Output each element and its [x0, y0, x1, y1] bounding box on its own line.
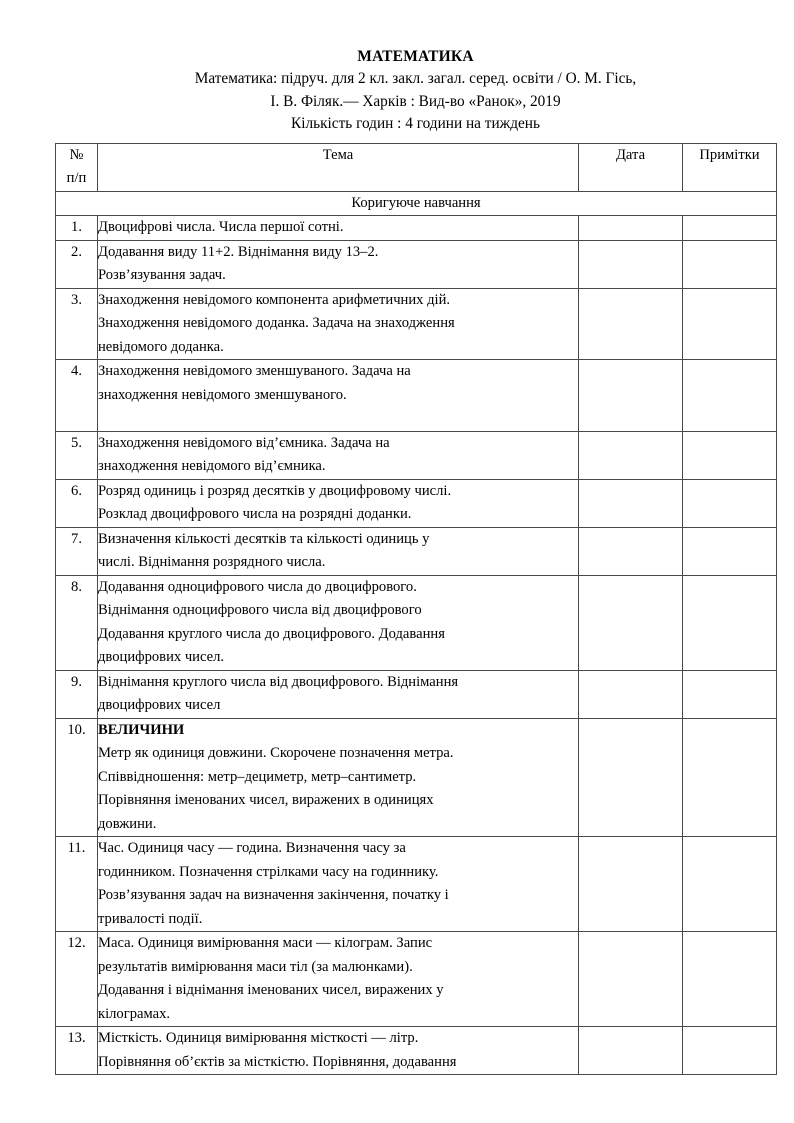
theme-text-line: Час. Одиниця часу — година. Визначення часу за [98, 840, 406, 856]
subtitle-line-2: І. В. Філяк.— Харків : Вид-во «Ранок», 2019 [270, 92, 561, 110]
column-header-date: Дата [579, 143, 683, 191]
theme-text-line: Знаходження невідомого компонента арифметичних дій. [98, 291, 451, 308]
row-number-cell: 3. [56, 288, 98, 360]
row-date-cell[interactable] [579, 932, 683, 1027]
theme-text-line: двоцифрових чисел. [98, 649, 225, 665]
row-number-cell: 2. [56, 240, 98, 288]
table-row [56, 837, 777, 932]
table-row [56, 288, 777, 360]
row-theme-cell [98, 431, 579, 479]
table-row [56, 431, 777, 479]
row-number-cell: 12. [56, 932, 98, 1027]
row-number-cell: 11. [56, 837, 98, 932]
row-date-cell[interactable] [579, 240, 683, 288]
row-theme-cell [98, 216, 579, 241]
theme-text-line: Порівняння об’єктів за місткістю. Порівняння, додавання [98, 1053, 457, 1070]
section-title: Коригуюче навчання [56, 191, 777, 216]
table-row [56, 360, 777, 432]
theme-text-line: Співвідношення: метр–дециметр, метр–сантиметр. [98, 768, 417, 785]
section-header-row [56, 191, 777, 216]
theme-text-line: Визначення кількості десятків та кількості одиниць у [98, 530, 430, 547]
theme-text-line: довжини. [98, 815, 157, 832]
row-number-cell: 5. [56, 431, 98, 479]
row-number-cell: 10. [56, 718, 98, 837]
row-theme-cell [98, 932, 579, 1027]
row-theme-cell [98, 360, 579, 432]
theme-text-line: Метр як одиниця довжини. Скорочене позначення метра. [98, 745, 454, 761]
theme-text-line: Знаходження невідомого зменшуваного. Задача на [98, 363, 411, 379]
row-date-cell[interactable] [579, 360, 683, 432]
row-notes-cell[interactable] [683, 288, 777, 360]
row-theme-cell [98, 288, 579, 360]
column-header-number [56, 143, 98, 191]
theme-text-line: Додавання одноцифрового числа до двоцифрового. [98, 578, 417, 595]
table-row [56, 216, 777, 241]
row-number-cell: 7. [56, 527, 98, 575]
row-date-cell[interactable] [579, 288, 683, 360]
row-date-cell[interactable] [579, 1027, 683, 1075]
row-notes-cell[interactable] [683, 431, 777, 479]
theme-text-line: Маса. Одиниця вимірювання маси — кілограм. Запис [98, 935, 433, 951]
table-body [56, 191, 777, 1075]
page-title: МАТЕМАТИКА [357, 48, 474, 65]
row-notes-cell[interactable] [683, 718, 777, 837]
column-header-notes: Примітки [683, 143, 777, 191]
theme-text-line: Знаходження невідомого доданка. Задача на знаходження [98, 315, 455, 331]
row-number-cell: 9. [56, 670, 98, 718]
table-row [56, 718, 777, 837]
row-notes-cell[interactable] [683, 479, 777, 527]
row-number-cell: 1. [56, 216, 98, 241]
theme-text-line: Віднімання одноцифрового числа від двоцифрового [98, 602, 422, 618]
subtitle-line-3: Кількість годин : 4 години на тиждень [291, 115, 540, 132]
theme-text-line: тривалості події. [98, 910, 203, 927]
row-notes-cell[interactable] [683, 575, 777, 670]
lesson-plan-table [55, 143, 777, 1076]
row-notes-cell[interactable] [683, 1027, 777, 1075]
row-notes-cell[interactable] [683, 670, 777, 718]
theme-text-line: Додавання і віднімання іменованих чисел, виражених у [98, 982, 444, 998]
theme-text-line: двоцифрових чисел [98, 697, 221, 713]
table-row [56, 240, 777, 288]
row-number-cell: 4. [56, 360, 98, 432]
row-number-cell: 6. [56, 479, 98, 527]
theme-text-line: Двоцифрові числа. Числа першої сотні. [98, 219, 344, 235]
row-theme-cell [98, 718, 579, 837]
row-number-cell: 13. [56, 1027, 98, 1075]
row-number-cell: 8. [56, 575, 98, 670]
row-notes-cell[interactable] [683, 837, 777, 932]
subtitle-line-1: Математика: підруч. для 2 кл. закл. загал. серед. освіти / О. М. Гісь, [194, 70, 637, 87]
column-header-theme: Тема [98, 143, 579, 191]
theme-text-line: Розклад двоцифрового числа на розрядні доданки. [98, 506, 412, 522]
row-theme-cell [98, 837, 579, 932]
row-date-cell[interactable] [579, 216, 683, 241]
table-header-row [56, 143, 777, 191]
theme-text-line: числі. Віднімання розрядного числа. [98, 554, 326, 570]
theme-text-line: Розряд одиниць і розряд десятків у двоцифровому числі. [98, 482, 452, 499]
row-date-cell[interactable] [579, 718, 683, 837]
theme-text-line: Порівняння іменованих чисел, виражених в одиницях [98, 792, 434, 808]
theme-text-line: знаходження невідомого від’ємника. [98, 458, 326, 474]
table-row [56, 479, 777, 527]
row-date-cell[interactable] [579, 837, 683, 932]
row-theme-cell [98, 479, 579, 527]
table-row [56, 527, 777, 575]
row-date-cell[interactable] [579, 527, 683, 575]
document-heading [55, 46, 776, 136]
row-notes-cell[interactable] [683, 360, 777, 432]
row-theme-cell [98, 1027, 579, 1075]
column-header-number-bottom: п/п [66, 170, 87, 186]
theme-text-line: Розв’язування задач на визначення закінчення, початку і [98, 887, 449, 903]
row-notes-cell[interactable] [683, 932, 777, 1027]
theme-text-line: Додавання круглого числа до двоцифрового. Додавання [98, 625, 445, 642]
row-date-cell[interactable] [579, 479, 683, 527]
theme-text-line: Розв’язування задач. [98, 267, 226, 283]
theme-text-line: Віднімання круглого числа від двоцифрового. Віднімання [98, 673, 459, 690]
row-theme-cell [98, 575, 579, 670]
table-row [56, 932, 777, 1027]
row-date-cell[interactable] [579, 670, 683, 718]
theme-text-line: результатів вимірювання маси тіл (за малюнками). [98, 958, 413, 975]
theme-text-line: ВЕЛИЧИНИ [98, 721, 185, 738]
row-date-cell[interactable] [579, 575, 683, 670]
row-theme-cell [98, 527, 579, 575]
theme-blank-line [98, 407, 578, 431]
theme-text-line: годинником. Позначення стрілками часу на годиннику. [98, 863, 439, 880]
theme-text-line: кілограмах. [98, 1005, 171, 1022]
row-notes-cell[interactable] [683, 527, 777, 575]
table-row [56, 670, 777, 718]
theme-text-line: Знаходження невідомого від’ємника. Задача на [98, 434, 390, 451]
row-theme-cell [98, 240, 579, 288]
row-notes-cell[interactable] [683, 240, 777, 288]
column-header-number-top: № [69, 146, 84, 163]
table-row [56, 1027, 777, 1075]
row-date-cell[interactable] [579, 431, 683, 479]
theme-text-line: Місткість. Одиниця вимірювання місткості — літр. [98, 1030, 419, 1046]
theme-text-line: невідомого доданка. [98, 338, 224, 355]
theme-text-line: Додавання виду 11+2. Віднімання виду 13–2. [98, 243, 379, 260]
theme-text-line: знаходження невідомого зменшуваного. [98, 386, 347, 403]
table-row [56, 575, 777, 670]
row-theme-cell [98, 670, 579, 718]
row-notes-cell[interactable] [683, 216, 777, 241]
